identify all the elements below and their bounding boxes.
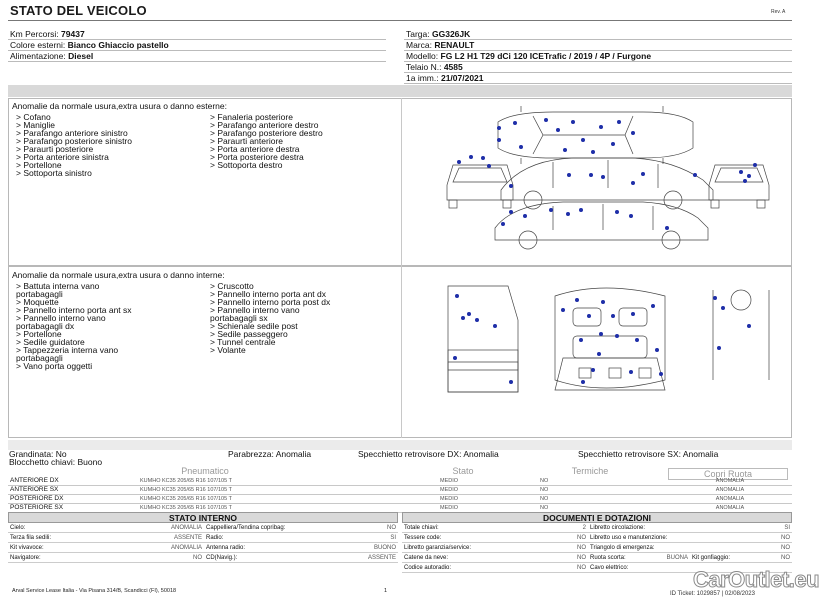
list-item: > Battuta interna vano	[16, 281, 100, 291]
list-item: > Parafango anteriore destro	[210, 120, 319, 130]
kv-row: Totale chiavi: 2	[404, 525, 586, 531]
kv-row: CD(Navig.): ASSENTE	[206, 555, 396, 561]
kv-row: Catene da neve: NO	[404, 555, 586, 561]
interior-car-diagram	[403, 270, 791, 436]
colore-row: Colore esterni: Bianco Ghiaccio pastello	[8, 40, 386, 51]
alimentazione-value: Diesel	[68, 51, 94, 61]
list-item: > Sedile passeggero	[210, 329, 288, 339]
immatricolazione-value: 21/07/2021	[440, 73, 484, 83]
kv-row: Navigatore: NO	[10, 555, 202, 561]
list-item: > Pannello interno vano	[16, 313, 106, 323]
list-item: > Pannello interno porta ant sx	[16, 305, 132, 315]
kv-row: Triangolo di emergenza: NO	[590, 545, 790, 551]
km-value: 79437	[61, 29, 85, 39]
footer-company: Arval Service Lease Italia - Via Pisana 314/B, Scandicci (FI), 50018	[12, 588, 177, 594]
list-item: portabagagli	[16, 353, 63, 363]
car-front-view-outline	[447, 165, 513, 208]
interior-damage-markers	[453, 294, 751, 384]
alimentazione-row: Alimentazione: Diesel	[8, 51, 386, 62]
kv-row: Libretto garanzia/service: NO	[404, 545, 586, 551]
table-row: ANTERIORE SX KUMHO KC35 205/65 R16 107/105 T MEDIO NO ANOMALIA	[8, 486, 792, 495]
list-item: > Paraurti posteriore	[16, 144, 94, 154]
revision-label: Rev. A	[771, 9, 786, 15]
internal-list-col2	[210, 282, 330, 354]
kv-row: Kit gonfiaggio: NO	[692, 555, 790, 561]
list-item: > Paraurti anteriore	[210, 136, 283, 146]
list-item: > Pannello interno vano	[210, 305, 300, 315]
car-rear-view-outline	[709, 165, 769, 208]
watermark-subtext: ID Ticket: 1029857 | 02/08/2023	[670, 591, 755, 597]
kv-row: Cielo: ANOMALIA	[10, 525, 202, 531]
door-panel-lower-outline	[448, 350, 518, 392]
kv-row: Antenna radio: BUONO	[206, 545, 396, 551]
col-header-pneumatico: Pneumatico	[181, 466, 229, 476]
list-item: > Fanaleria posteriore	[210, 112, 293, 122]
door-panel-left-outline	[448, 286, 518, 392]
list-item: > Porta posteriore destra	[210, 152, 304, 162]
separator-band	[8, 85, 792, 97]
title-divider	[8, 20, 792, 21]
specchietto-sx: Specchietto retrovisore SX: Anomalia	[578, 449, 719, 459]
list-item: > Volante	[210, 345, 246, 355]
blocchetto-chiavi: Blocchetto chiavi: Buono	[9, 457, 103, 467]
col-header-copri-ruota: Copri Ruota	[668, 468, 788, 480]
telaio-row: Telaio N.: 4585	[404, 62, 792, 73]
list-item: > Tunnel centrale	[210, 337, 276, 347]
internal-list-col1	[16, 282, 132, 370]
car-side-view-outline	[501, 158, 713, 209]
list-item: > Portellone	[16, 329, 62, 339]
tires-table	[8, 477, 792, 513]
car-side-view-2-outline	[495, 202, 708, 249]
kv-row: Radio: SI	[206, 535, 396, 541]
internal-damage-title: Anomalie da normale usura,extra usura o danno interne:	[12, 270, 225, 280]
kv-row: Ruota scorta: BUONA	[590, 555, 688, 561]
col-header-stato: Stato	[452, 466, 474, 476]
kv-row: Libretto circolazione: SI	[590, 525, 790, 531]
exterior-car-diagram	[403, 100, 791, 264]
page-number: 1	[384, 588, 388, 594]
list-item: > Porta anteriore sinistra	[16, 152, 109, 162]
targa-row: Targa: GG326JK	[404, 29, 792, 40]
documenti-header: DOCUMENTI E DOTAZIONI	[402, 512, 792, 523]
list-item: portabagagli	[16, 289, 63, 299]
kv-row: Kit vivavoce: ANOMALIA	[10, 545, 202, 551]
kv-row: Codice autoradio: NO	[404, 565, 586, 571]
parabrezza: Parabrezza: Anomalia	[228, 449, 312, 459]
list-item: > Maniglie	[16, 120, 55, 130]
steering-column-outline	[713, 290, 769, 380]
list-item: > Pannello interno porta post dx	[210, 297, 331, 307]
list-item: portabagagli sx	[210, 313, 268, 323]
list-item: > Cruscotto	[210, 281, 254, 291]
modello-row: Modello: FG L2 H1 T29 dCi 120 ICETrafic / 2019 / 4P / Furgone	[404, 51, 792, 62]
specchietto-dx: Specchietto retrovisore DX: Anomalia	[358, 449, 499, 459]
telaio-value: 4585	[443, 62, 463, 72]
list-item: portabagagli dx	[16, 321, 75, 331]
table-row: POSTERIORE SX KUMHO KC35 205/65 R16 107/105 T MEDIO NO ANOMALIA	[8, 504, 792, 513]
list-item: > Cofano	[16, 112, 51, 122]
list-item: > Portellone	[16, 160, 62, 170]
targa-value: GG326JK	[432, 29, 471, 39]
km-row: Km Percorsi: 79437	[8, 29, 386, 40]
table-row: POSTERIORE DX KUMHO KC35 205/65 R16 107/105 T MEDIO NO ANOMALIA	[8, 495, 792, 504]
list-item: > Sedile guidatore	[16, 337, 85, 347]
interior-lower-outline	[555, 358, 665, 390]
list-item: > Porta anteriore destra	[210, 144, 300, 154]
grandinata: Grandinata: No	[9, 449, 67, 459]
watermark-logo: CarOutlet.eu	[693, 567, 819, 592]
marca-value: RENAULT	[434, 40, 475, 50]
list-item: > Pannello interno porta ant dx	[210, 289, 327, 299]
immatricolazione-row: 1a imm.: 21/07/2021	[404, 73, 792, 84]
kv-row: Terza fila sedili: ASSENTE	[10, 535, 202, 541]
car-top-view-outline	[498, 106, 693, 164]
cabin-top-outline	[555, 288, 665, 388]
table-row: ANTERIORE DX KUMHO KC35 205/65 R16 107/105 T MEDIO NO ANOMALIA	[8, 477, 792, 486]
marca-row: Marca: RENAULT	[404, 40, 792, 51]
kv-row: Tessere code: NO	[404, 535, 586, 541]
colore-value: Bianco Ghiaccio pastello	[67, 40, 169, 50]
list-item: > Parafango posteriore destro	[210, 128, 323, 138]
list-item: > Vano porta oggetti	[16, 361, 93, 371]
list-item: > Schienale sedile post	[210, 321, 298, 331]
modello-value: FG L2 H1 T29 dCi 120 ICETrafic / 2019 / 4P / Furgone	[440, 51, 652, 61]
kv-row: Libretto uso e manutenzione: NO	[590, 535, 790, 541]
page-title: STATO DEL VEICOLO	[10, 3, 147, 18]
list-item: > Sottoporta sinistro	[16, 168, 92, 178]
col-header-termiche: Termiche	[571, 466, 609, 476]
external-list-col2	[210, 113, 323, 169]
list-item: > Moquette	[16, 297, 59, 307]
list-item: > Parafango anteriore sinistro	[16, 128, 128, 138]
external-damage-title: Anomalie da normale usura,extra usura o danno esterne:	[12, 101, 227, 111]
list-item: > Sottoporta destro	[210, 160, 283, 170]
external-list-col1	[16, 113, 132, 177]
kv-row: Cappelliera/Tendina copribag: NO	[206, 525, 396, 531]
list-item: > Tappezzeria interna vano	[16, 345, 119, 355]
kv-row: Cavo elettrico:	[588, 563, 792, 573]
stato-interno-header: STATO INTERNO	[8, 512, 398, 523]
list-item: > Parafango posteriore sinistro	[16, 136, 132, 146]
